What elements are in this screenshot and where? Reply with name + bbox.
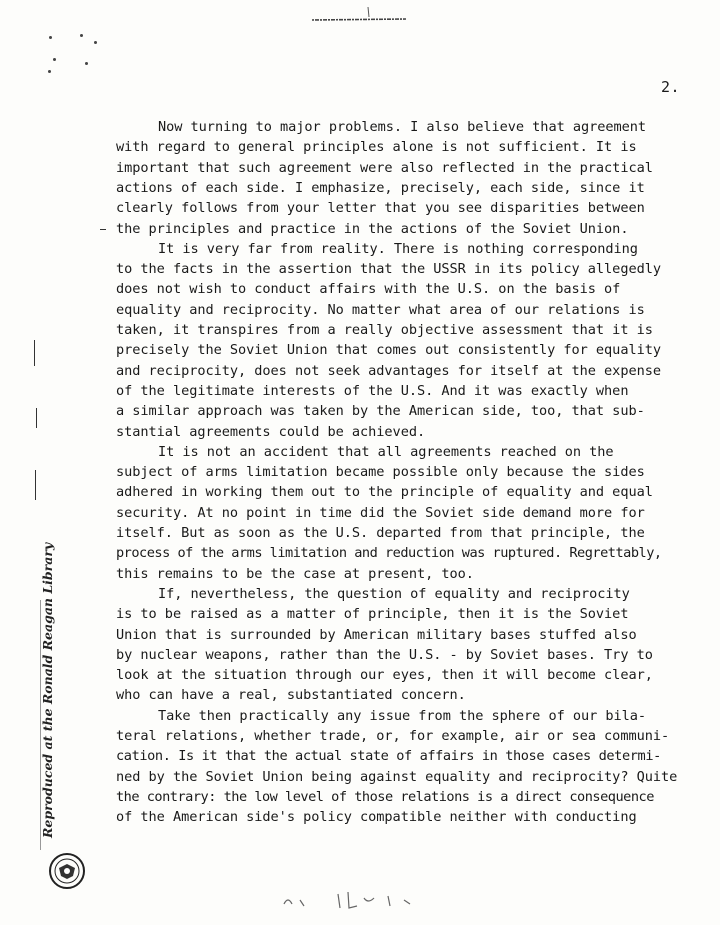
text-line: important that such agreement were also reflected in the practical [116, 159, 653, 176]
text-line: If, nevertheless, the question of equality and reciprocity [158, 585, 630, 602]
text-line: cation. Is it that the actual state of affairs in those cases determi- [116, 748, 661, 765]
scan-speck [49, 36, 52, 39]
text-line: look at the situation through our eyes, then it will become clear, [116, 667, 653, 684]
scan-speck [53, 58, 56, 61]
margin-mark [34, 340, 35, 366]
text-line: by nuclear weapons, rather than the U.S. - by Soviet bases. Try to [116, 646, 653, 663]
margin-mark [36, 408, 37, 428]
archive-stamp: Reproduced at the Ronald Reagan Library [40, 542, 55, 838]
text-line: is to be raised as a matter of principle, then it is the Soviet [116, 606, 629, 623]
text-line: this remains to be the case at present, too. [116, 565, 474, 582]
text-line: teral relations, whether trade, or, for example, air or sea communi- [116, 728, 670, 744]
text-line: itself. But as soon as the U.S. departed from that principle, the [116, 525, 645, 541]
text-line: to the facts in the assertion that the USSR in its policy allegedly [116, 261, 661, 278]
text-line: It is very far from reality. There is nothing corresponding [158, 240, 638, 257]
text-line: clearly follows from your letter that you see disparities between [116, 200, 645, 217]
scan-speck [80, 34, 83, 37]
text-line: Take then practically any issue from the sphere of our bila- [158, 707, 647, 724]
scan-smudge-top [308, 5, 412, 27]
text-line: security. At no point in time did the Soviet side demand more for [116, 504, 645, 521]
scan-smudge-bottom [278, 884, 438, 914]
text-line: Union that is surrounded by American military bases stuffed also [116, 626, 637, 643]
page-number: 2. [661, 78, 681, 96]
margin-mark [100, 229, 106, 230]
text-line: stantial agreements could be achieved. [116, 423, 426, 440]
text-line: It is not an accident that all agreements reached on the [158, 443, 614, 460]
text-line: who can have a real, substantiated concern. [116, 687, 466, 704]
text-line: does not wish to conduct affairs with the U.S. on the basis of [116, 281, 621, 298]
scan-speck [48, 70, 51, 73]
text-line: of the American side's policy compatible neither with conducting [116, 809, 637, 826]
text-line: actions of each side. I emphasize, precisely, each side, since it [116, 179, 645, 196]
text-line: a similar approach was taken by the American side, too, that sub- [116, 403, 645, 420]
text-line: adhered in working them out to the principle of equality and equal [116, 484, 653, 501]
text-line: subject of arms limitation became possible only because the sides [116, 464, 645, 481]
text-line: taken, it transpires from a really objective assessment that it is [116, 322, 653, 338]
text-line: of the legitimate interests of the U.S. And it was exactly when [116, 382, 629, 399]
text-line: the contrary: the low level of those relations is a direct consequence [116, 788, 654, 805]
text-line: process of the arms limitation and reduction was ruptured. Regrettably, [116, 545, 662, 562]
text-line: Now turning to major problems. I also believe that agreement [158, 119, 647, 135]
scan-speck [94, 41, 97, 44]
text-line: with regard to general principles alone is not sufficient. It is [116, 139, 637, 156]
text-line: the principles and practice in the actions of the Soviet Union. [116, 220, 629, 237]
scan-speck [85, 62, 88, 65]
text-line: precisely the Soviet Union that comes out consistently for equality [116, 342, 661, 359]
text-line: and reciprocity, does not seek advantages for itself at the expense [116, 362, 661, 379]
library-seal-icon [48, 852, 86, 890]
margin-mark [35, 470, 36, 500]
text-line: ned by the Soviet Union being against equality and reciprocity? Quite [116, 768, 678, 785]
text-line: equality and reciprocity. No matter what area of our relations is [116, 301, 645, 318]
